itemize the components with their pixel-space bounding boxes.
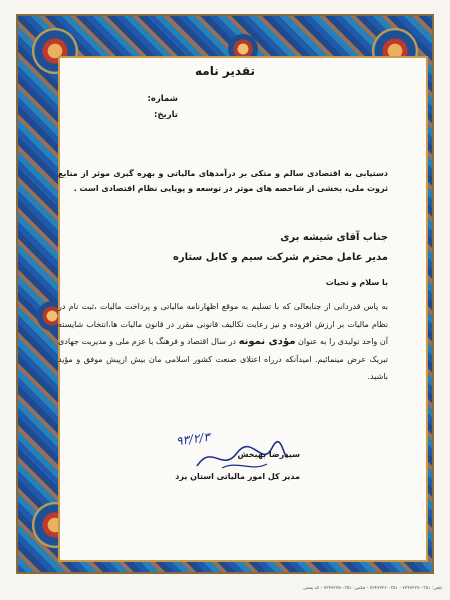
- greeting: با سلام و تحیات: [325, 278, 388, 287]
- signer-name: سیدرضا بهبخش: [237, 450, 300, 459]
- addressee-name: جناب آقای شیشه بری: [280, 232, 388, 243]
- addressee-title: مدیر عامل محترم شرکت سیم و کابل ستاره: [172, 252, 388, 263]
- body-paragraph: [58, 298, 388, 386]
- signer-role: مدیر کل امور مالیاتی استان یزد: [175, 472, 300, 481]
- handwritten-date: ۹۳/۲/۳: [175, 429, 211, 449]
- footer-contact: تلفن: ۰۳۵۱-۷۲۴۷۲۲۷ - ۰۳۵۱-۷۲۴۷۲۲۶ - فکس: ۰۳۵۱-۷۲۴۷۲۲۵ - کد پستی: [302, 586, 442, 591]
- date-label: تاریخ:: [154, 110, 178, 120]
- document-title: تقدیر نامه: [195, 64, 255, 78]
- body-text-part2: در سال اقتصاد و فرهنگ با عزم ملی و مدیریت جهادی تبریک عرض مینمائیم. امیدآنکه درراه اعتلای صنعت کشور اسلامی مان بیش ازپیش موفق و مؤید باشید.: [58, 337, 388, 381]
- highlight-text: مؤدی نمونه: [238, 336, 296, 347]
- intro-paragraph: دستیابی به اقتصادی سالم و متکی بر درآمدهای مالیاتی و بهره گیری موثر از منابع ثروت ملی، بخشی از شاخصه های موثر در توسعه و پویایی نظام اقتصادی است .: [58, 169, 388, 193]
- number-label: شماره:: [147, 94, 178, 104]
- certificate-content: [40, 40, 410, 546]
- body-text-part1: به پاس قدردانی از جنابعالی که با تسلیم به موقع اظهارنامه مالیاتی و پرداخت مالیات ،ثبت نام در نظام مالیات بر ارزش افزوده و نیز رعایت تکالیف قانونی مقرر در قانون مالیات ها،انتخاب شایسته آن واحد تولیدی را به عنوان: [58, 302, 388, 346]
